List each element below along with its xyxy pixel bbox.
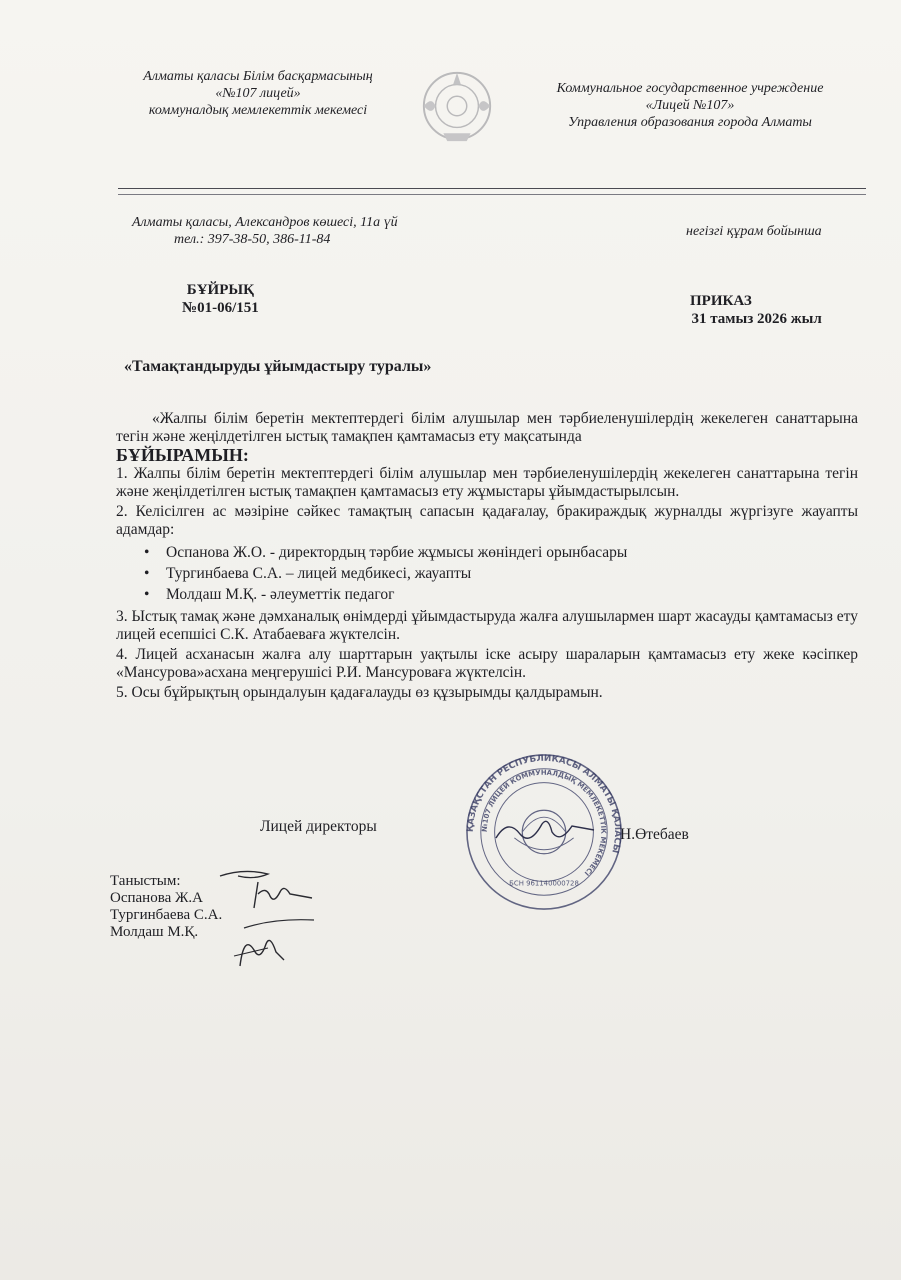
order-date: 31 тамыз 2026 жыл bbox=[691, 311, 822, 327]
basis-note: негізгі құрам бойынша bbox=[686, 224, 822, 239]
acknowledged-name: Оспанова Ж.А bbox=[110, 890, 204, 906]
order-item-5: 5. Осы бұйрықтың орындалуын қадағалауды өз құзырымды қалдырамын. bbox=[116, 684, 603, 701]
responsible-list bbox=[144, 542, 858, 605]
header-kz bbox=[108, 68, 408, 119]
acknowledged-name: Молдаш М.Қ. bbox=[110, 924, 199, 940]
order-ru-title: ПРИКАЗ bbox=[690, 293, 752, 309]
order-number: №01-06/151 bbox=[182, 300, 259, 316]
order-item-2: 2. Келісілген ас мәзіріне сәйкес тамақтың сапасын қадағалау, бракираждық журналды жүргізуге жауапты адамдар: bbox=[116, 503, 858, 538]
stamp-inner-text: №107 ЛИЦЕЙ КОММУНАЛДЫҚ МЕМЛЕКЕТТІК МЕКЕМЕСІ bbox=[480, 768, 608, 878]
header-divider bbox=[118, 188, 866, 189]
order-body bbox=[116, 410, 858, 702]
intro-paragraph: «Жалпы білім беретін мектептердегі білім алушылар мен тәрбиеленушілердің жекелеген санаттарына тегін және жеңілдетілген ыстық тамақпен қамтамасыз ету мақсатында bbox=[116, 410, 858, 445]
acknowledged-label: Таныстым: bbox=[110, 873, 181, 889]
director-name: Н.Өтебаев bbox=[620, 826, 689, 843]
address-block bbox=[132, 214, 398, 248]
employee-signatures bbox=[214, 864, 324, 976]
stamp-bin: БСН 961140000728 bbox=[509, 879, 579, 888]
stamp-outer-text: ҚАЗАҚСТАН РЕСПУБЛИКАСЫ АЛМАТЫ ҚАЛАСЫ bbox=[465, 753, 623, 855]
order-ru-block bbox=[690, 292, 822, 328]
order-item-3: 3. Ыстық тамақ және дәмханалық өнімдерді ұйымдастыруда жалға алушылармен шарт жасауды қамтамасыз ету лицей есепшісі С.К. Атабаеваға жүктелсін. bbox=[116, 608, 858, 643]
list-item: • Молдаш М.Қ. - әлеуметтік педагог bbox=[144, 584, 858, 605]
header-kz-line: «№107 лицей» bbox=[215, 86, 301, 101]
header-kz-line: коммуналдық мемлекеттік мекемесі bbox=[148, 103, 368, 118]
list-item: • Оспанова Ж.О. - директордың тәрбие жұмысы жөніндегі орынбасары bbox=[144, 542, 858, 563]
director-signature bbox=[490, 810, 600, 850]
header-ru-line: Коммунальное государственное учреждение bbox=[556, 81, 824, 96]
phone-line: тел.: 397-38-50, 386-11-84 bbox=[174, 232, 331, 247]
order-item-4: 4. Лицей асханасын жалға алу шарттарын уақтылы іске асыру шараларын қамтамасыз ету жеке кәсіпкер «Мансурова»асхана меңгерушісі Р.И. Мансуроваға жүктелсін. bbox=[116, 646, 858, 681]
state-emblem-icon bbox=[418, 66, 496, 146]
header-ru-line: Управления образования города Алматы bbox=[568, 115, 812, 130]
header-kz-line: Алматы қаласы Білім басқармасының bbox=[143, 69, 373, 84]
header-divider-thin bbox=[118, 194, 866, 195]
header-ru-line: «Лицей №107» bbox=[645, 98, 735, 113]
header-ru bbox=[520, 80, 860, 131]
order-subject: «Тамақтандыруды ұйымдастыру туралы» bbox=[124, 358, 432, 375]
order-item-1: 1. Жалпы білім беретін мектептердегі білім алушылар мен тәрбиеленушілердің жекелеген санаттарына тегін және жеңілдетілген ыстық тамақпен қамтамасыз ету жұмыстары ұйымдастырылсын. bbox=[116, 465, 858, 500]
command-heading: БҰЙЫРАМЫН: bbox=[116, 445, 249, 465]
acknowledged-name: Тургинбаева С.А. bbox=[110, 907, 223, 923]
acknowledged-block bbox=[110, 873, 222, 941]
address-line: Алматы қаласы, Александров көшесі, 11а үй bbox=[132, 215, 398, 230]
list-item: • Тургинбаева С.А. – лицей медбикесі, жауапты bbox=[144, 563, 858, 584]
signature-label: Лицей директоры bbox=[260, 818, 377, 835]
order-kz-block bbox=[182, 281, 259, 317]
order-kz-title: БҰЙРЫҚ bbox=[186, 282, 254, 298]
